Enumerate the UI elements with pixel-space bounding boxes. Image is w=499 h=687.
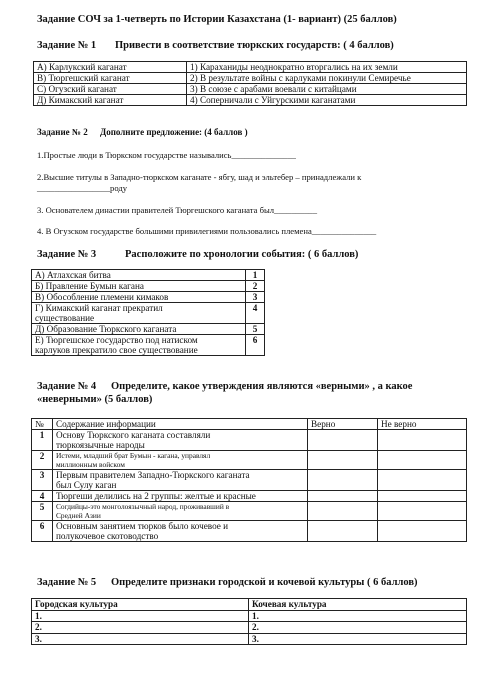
task2-line-1: 1.Простые люди в Тюркском государстве назывались_______________ (37, 150, 296, 160)
column-header: Не верно (378, 419, 467, 430)
table-row (32, 491, 467, 502)
table-cell: 3 (32, 470, 53, 491)
table-row (34, 73, 467, 84)
table-cell: Истеми, младший брат Бумын - кагана, управлял миллионным войском (53, 451, 308, 470)
table-cell: 2 (32, 451, 53, 470)
table-row (32, 599, 467, 611)
answer-cell[interactable] (308, 502, 378, 521)
table-cell: Первым правителем Западно-Тюркского каганата был Сулу каган (53, 470, 308, 491)
table-row (32, 270, 265, 281)
page-title: Задание СОЧ за 1-четверть по Истории Казахстана (1- вариант) (25 баллов) (37, 14, 397, 25)
task5-number: Задание № 5 (37, 577, 97, 588)
column-header: № (32, 419, 53, 430)
table-row (32, 622, 467, 634)
answer-cell[interactable] (308, 430, 378, 451)
column-header: Кочевая культура (249, 599, 467, 611)
answer-cell[interactable]: 3. (32, 633, 249, 645)
table-row (32, 281, 265, 292)
task2-number: Задание № 2 (37, 127, 88, 137)
table-cell: 2) В результате войны с карлуками покинули Семиречье (187, 73, 467, 84)
table-cell: 3) В союзе с арабами воевали с китайцами (187, 84, 467, 95)
table-cell: Г) Кимакский каганат прекратил существование (32, 303, 246, 324)
table-row (32, 502, 467, 521)
task4-truefalse-table (31, 418, 467, 542)
table-cell: Б) Правление Бумын кагана (32, 281, 246, 292)
answer-cell[interactable] (378, 491, 467, 502)
table-cell: 6 (32, 521, 53, 542)
task3-instruction: Расположите по хронологии события: ( 6 баллов) (125, 249, 359, 260)
task2-line-3: 3. Основателем династии правителей Тюргешского каганата был__________ (37, 205, 317, 215)
answer-cell[interactable]: 2. (249, 622, 467, 634)
table-row (32, 610, 467, 622)
answer-cell[interactable]: 3. (249, 633, 467, 645)
task2-line-2b: _________________роду (37, 183, 128, 193)
task4-instruction-line2: «неверными» (5 баллов) (37, 394, 153, 405)
table-row (34, 84, 467, 95)
answer-cell[interactable]: 1. (32, 610, 249, 622)
table-row (32, 451, 467, 470)
answer-cell[interactable] (308, 521, 378, 542)
table-cell: А) Атлахская битва (32, 270, 246, 281)
task3-number: Задание № 3 (37, 249, 97, 260)
column-header: Городская культура (32, 599, 249, 611)
table-cell: Тюргеши делились на 2 группы: желтые и красные (53, 491, 308, 502)
answer-cell[interactable] (378, 502, 467, 521)
answer-cell[interactable] (378, 470, 467, 491)
table-cell: 4) Соперничали с Уйгурскими каганатами (187, 95, 467, 106)
answer-cell[interactable] (308, 451, 378, 470)
table-cell: 3 (246, 292, 265, 303)
table-row (32, 335, 265, 356)
task4-instruction-line1: Определите, какое утверждения являются «верными» , а какое (111, 381, 413, 392)
task1-instruction: Привести в соответствие тюркских государств: ( 4 баллов) (115, 40, 394, 51)
table-cell: В) Тюргешский каганат (34, 73, 187, 84)
table-row (32, 324, 265, 335)
table-cell: 1 (32, 430, 53, 451)
table-cell: Е) Тюргешское государство под натиском карлуков прекратило свое существование (32, 335, 246, 356)
table-cell: Основным занятием тюрков было кочевое и полукочевое скотоводство (53, 521, 308, 542)
task2-line-4: 4. В Огузском государстве большими привилегиями пользовались племена_______________ (37, 226, 377, 236)
column-header: Верно (308, 419, 378, 430)
table-cell: 2 (246, 281, 265, 292)
table-row (32, 633, 467, 645)
table-cell: Основу Тюркского каганата составляли тюркоязычные народы (53, 430, 308, 451)
answer-cell[interactable]: 1. (249, 610, 467, 622)
table-cell: 4 (246, 303, 265, 324)
table-cell: Согдийцы-это монголоязычный народ, проживавший в Средней Азии (53, 502, 308, 521)
table-cell: С) Огузский каганат (34, 84, 187, 95)
task2-instruction: Дополните предложение: (4 баллов ) (100, 127, 248, 137)
table-cell: Д) Образование Тюркского каганата (32, 324, 246, 335)
table-row (34, 95, 467, 106)
answer-cell[interactable] (378, 451, 467, 470)
answer-cell[interactable] (308, 470, 378, 491)
table-row (32, 292, 265, 303)
table-row (32, 430, 467, 451)
task1-matching-table (33, 61, 467, 106)
table-cell: В) Обособление племени кимаков (32, 292, 246, 303)
task4-number: Задание № 4 (37, 381, 97, 392)
table-row (32, 521, 467, 542)
task3-chronology-table (31, 269, 265, 356)
table-cell: 5 (246, 324, 265, 335)
task5-culture-table (31, 598, 467, 645)
answer-cell[interactable] (308, 491, 378, 502)
table-cell: 5 (32, 502, 53, 521)
table-row (34, 62, 467, 73)
answer-cell[interactable]: 2. (32, 622, 249, 634)
answer-cell[interactable] (378, 521, 467, 542)
table-row (32, 419, 467, 430)
table-row (32, 470, 467, 491)
column-header: Содержание информации (53, 419, 308, 430)
table-cell: 1) Караханиды неоднократно вторгались на их земли (187, 62, 467, 73)
table-cell: А) Карлукский каганат (34, 62, 187, 73)
table-cell: 6 (246, 335, 265, 356)
table-cell: 4 (32, 491, 53, 502)
table-cell: Д) Кимакский каганат (34, 95, 187, 106)
task2-line-2: 2.Высшие титулы в Западно-тюркском каганате - ябгу, шад и эльтебер – принадлежали к (37, 172, 362, 182)
table-cell: 1 (246, 270, 265, 281)
answer-cell[interactable] (378, 430, 467, 451)
task1-number: Задание № 1 (37, 40, 97, 51)
task5-instruction: Определите признаки городской и кочевой культуры ( 6 баллов) (111, 577, 418, 588)
table-row (32, 303, 265, 324)
